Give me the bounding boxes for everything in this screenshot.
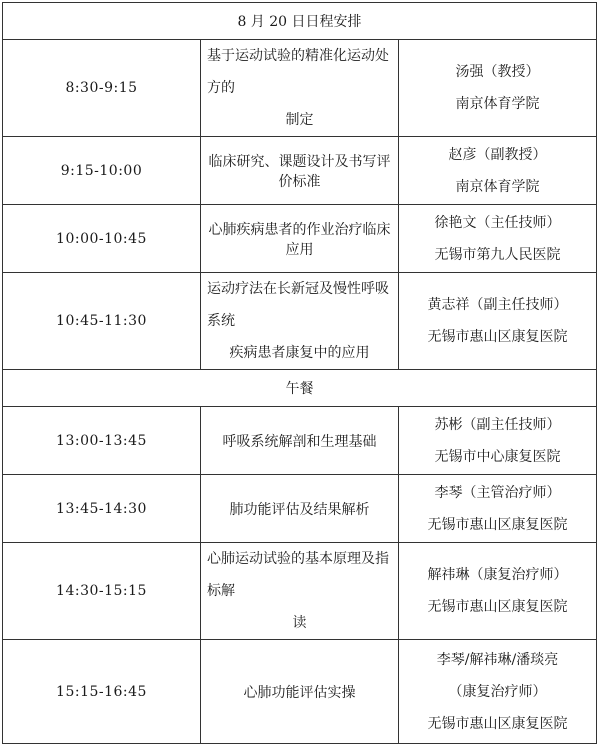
lunch-row	[3, 370, 597, 407]
schedule-table	[2, 2, 597, 744]
session-topic: 临床研究、课题设计及书写评价标准	[201, 137, 399, 205]
speaker-name: 李琴/解祎琳/潘琰亮	[436, 651, 559, 668]
topic-line: 运动疗法在长新冠及慢性呼吸系统	[207, 281, 389, 329]
table-row	[3, 205, 597, 273]
session-topic: 呼吸系统解剖和生理基础	[201, 407, 399, 475]
session-time: 14:30-15:15	[3, 543, 201, 640]
speaker-title: （康复治疗师）	[448, 683, 547, 700]
topic-line: 基于运动试验的精准化运动处方的	[207, 48, 389, 96]
session-topic	[201, 40, 399, 137]
session-speaker	[399, 407, 597, 475]
session-speaker	[399, 640, 597, 744]
speaker-org: 无锡市中心康复医院	[434, 448, 561, 465]
session-time: 10:45-11:30	[3, 273, 201, 370]
table-row	[3, 137, 597, 205]
speaker-org: 南京体育学院	[455, 96, 540, 112]
table-row	[3, 475, 597, 543]
session-topic	[201, 273, 399, 370]
session-topic: 心肺功能评估实操	[201, 640, 399, 744]
session-speaker	[399, 543, 597, 640]
session-speaker	[399, 137, 597, 205]
table-row	[3, 543, 597, 640]
session-time: 13:00-13:45	[3, 407, 201, 475]
session-time: 13:45-14:30	[3, 475, 201, 543]
topic-line: 疾病患者康复中的应用	[229, 345, 370, 361]
session-topic: 肺功能评估及结果解析	[201, 475, 399, 543]
session-time: 8:30-9:15	[3, 40, 201, 137]
session-time: 9:15-10:00	[3, 137, 201, 205]
session-speaker	[399, 475, 597, 543]
speaker-name: 黄志祥（副主任技师）	[427, 297, 568, 313]
speaker-name: 赵彦（副教授）	[448, 146, 547, 163]
topic-line: 制定	[285, 112, 314, 128]
table-row	[3, 40, 597, 137]
speaker-org: 无锡市惠山区康复医院	[427, 715, 568, 732]
speaker-org: 南京体育学院	[455, 178, 540, 195]
table-row	[3, 407, 597, 475]
day-header: 8 月 20 日日程安排	[3, 3, 597, 40]
lunch-label: 午餐	[3, 370, 597, 407]
session-topic: 心肺疾病患者的作业治疗临床应用	[201, 205, 399, 273]
speaker-org: 无锡市惠山区康复医院	[427, 599, 568, 615]
speaker-name: 苏彬（副主任技师）	[434, 416, 561, 433]
day-header-row	[3, 3, 597, 40]
session-topic	[201, 543, 399, 640]
speaker-name: 解祎琳（康复治疗师）	[427, 567, 568, 583]
speaker-org: 无锡市惠山区康复医院	[427, 329, 568, 345]
topic-line: 读	[292, 615, 307, 631]
session-time: 15:15-16:45	[3, 640, 201, 744]
speaker-name: 徐艳文（主任技师）	[434, 214, 561, 231]
speaker-org: 无锡市惠山区康复医院	[427, 516, 568, 533]
session-speaker	[399, 273, 597, 370]
table-row	[3, 273, 597, 370]
speaker-name: 李琴（主管治疗师）	[434, 484, 561, 501]
session-speaker	[399, 40, 597, 137]
speaker-org: 无锡市第九人民医院	[434, 246, 561, 263]
topic-line: 心肺运动试验的基本原理及指标解	[207, 551, 389, 599]
session-time: 10:00-10:45	[3, 205, 201, 273]
table-row	[3, 640, 597, 744]
speaker-name: 汤强（教授）	[455, 64, 540, 80]
session-speaker	[399, 205, 597, 273]
